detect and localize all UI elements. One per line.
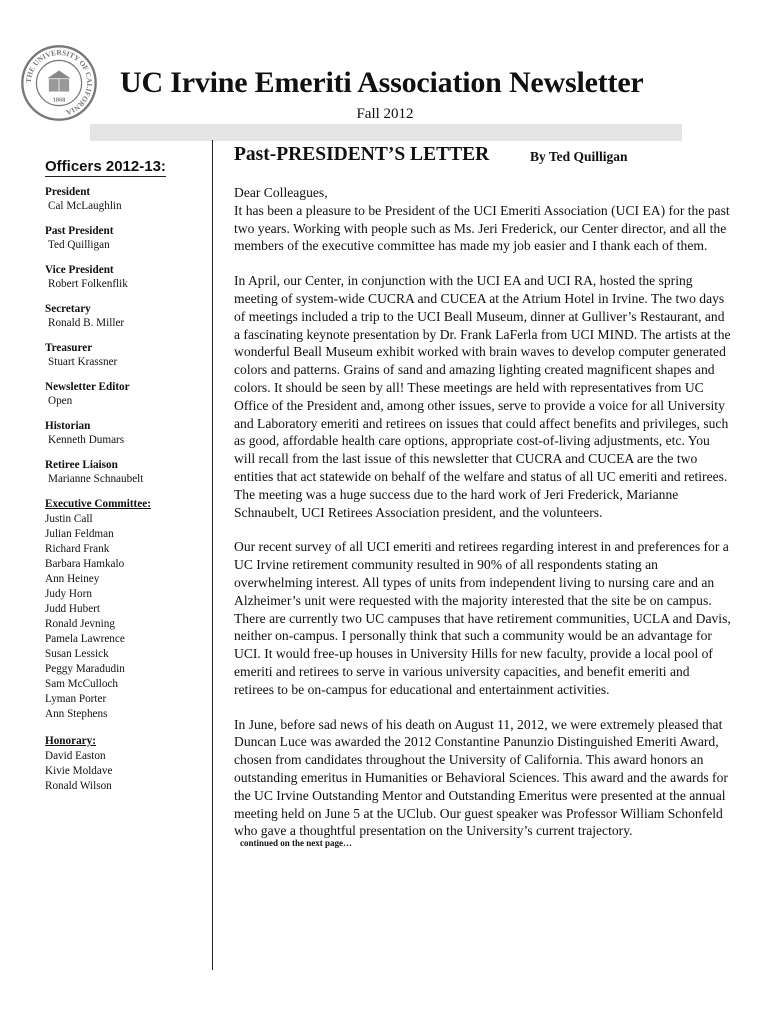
honorary-heading: Honorary: [45,735,96,747]
continued-note: continued on the next page… [240,838,353,849]
seal-ring-text: THE UNIVERSITY OF CALIFORNIA [23,47,95,118]
honorary-members [45,734,210,794]
letter-byline: By Ted Quilligan [530,149,628,164]
committee-member: Justin Call [45,513,93,525]
officer-name: Marianne Schnaubelt [48,473,144,485]
officer-role: Newsletter Editor [45,381,130,393]
officer-treasurer [45,341,210,369]
committee-member: Judd Hubert [45,603,100,615]
committee-member: Peggy Maradudin [45,663,125,675]
officer-name: Ted Quilligan [48,239,110,251]
seal-year: 1868 [52,96,66,104]
executive-committee [45,497,210,722]
officer-name: Stuart Krassner [48,356,118,368]
letter-salutation: Dear Colleagues, [234,185,328,200]
letter-paragraph: In April, our Center, in conjunction with the UCI EA and UCI RA, hosted the spring meeting of system-wide CUCRA and CUCEA at the Atrium Hotel in Irvine. The two days of meetings included a trip to the UCI Beall Museum, dinner at Gulliver’s Restaurant, and a fascinating keynote presentation by Dr. Frank LaFerla from UCI MIND. The artists at the wonderful Beall Museum exhibit worked with brain waves to develop computer generated colors and patterns. Grains of sand and amazing lighting created magnificent shapes and colors. It should be seen by all! These meetings are held with representatives from UC Office of the President and, among other issues, serve to provide a voice for all University and Laboratory emeriti and retirees on issues that could affect benefits and privileges, such as good, affordable health care options, appropriate cost-of-living adjustments, etc. You will recall from the last issue of this newsletter that CUCRA and CUCEA are the two entities that act statewide on behalf of the welfare and status of all UC emeriti and retirees. The meeting was a huge success due to the hard work of Jeri Frederick, Marianne Schnaubelt, UCI Retirees Association president, and the volunteers. [234,273,731,520]
officer-role: Secretary [45,303,91,315]
committee-member: Ann Heiney [45,573,100,585]
officer-newsletter-editor [45,380,210,408]
officer-retiree-liaison [45,458,210,486]
committee-member: Pamela Lawrence [45,633,125,645]
committee-member: Susan Lessick [45,648,109,660]
committee-member: Julian Feldman [45,528,114,540]
executive-committee-heading: Executive Committee: [45,498,151,510]
officer-role: Treasurer [45,342,93,354]
letter-paragraph: Our recent survey of all UCI emeriti and retirees regarding interest in and preferences for a UC Irvine retirement community resulted in 90% of all respondents stating an overwhelming interest. All types of units from independent living to nursing care and an Alzheimer’s unit were requested with the majority interested that the site be on campus. There are currently two UC campuses that have retirement communities, UCLA and Davis, neither on-campus. I personally think that such a community would be an advantage for UCI. It would free-up houses in University Hills for new faculty, provide a local pool of emeriti and retirees to serve in various university capacities, and benefit emeriti and retirees to be on-campus for educational and entertainment activities. [234,539,731,697]
officer-name: Cal McLaughlin [48,200,122,212]
committee-member: Ronald Jevning [45,618,115,630]
officer-role: Historian [45,420,91,432]
officer-president [45,185,210,213]
committee-member: Sam McCulloch [45,678,119,690]
issue-label: Fall 2012 [356,106,414,122]
header-band [90,124,682,141]
officer-name: Ronald B. Miller [48,317,125,329]
honorary-member: Kivie Moldave [45,765,113,777]
officer-vice-president [45,263,210,291]
officer-role: Vice President [45,264,114,276]
committee-member: Ann Stephens [45,708,108,720]
honorary-member: Ronald Wilson [45,780,112,792]
officer-role: President [45,186,91,198]
honorary-member: David Easton [45,750,106,762]
newsletter-title: UC Irvine Emeriti Association Newsletter [120,66,644,99]
officer-name: Kenneth Dumars [48,434,125,446]
committee-member: Judy Horn [45,588,92,600]
committee-member: Richard Frank [45,543,110,555]
committee-member: Barbara Hamkalo [45,558,125,570]
letter-header [234,144,732,172]
letter-title: Past-PRESIDENT’S LETTER [234,144,490,165]
officer-historian [45,419,210,447]
officer-role: Retiree Liaison [45,459,118,471]
officer-secretary [45,302,210,330]
column-divider [212,140,213,970]
letter-paragraph: In June, before sad news of his death on August 11, 2012, we were extremely pleased that Duncan Luce was awarded the 2012 Constantine Panunzio Distinguished Emeriti Award, chosen from candidates throughout the University of California. This award honors an outstanding emeritus in Humanities or Behavioral Sciences. This award and the awards for the UC Irvine Outstanding Mentor and Outstanding Emeritus were presented at the annual meeting held on June 5 at the UClub. Our guest speaker was Professor William Schonfeld who gave a thoughtful presentation on the University’s current trajectory. [234,716,728,839]
officer-name: Open [48,395,73,407]
committee-member: Lyman Porter [45,693,107,705]
past-president-letter [234,144,732,848]
officers-sidebar [45,158,210,794]
officers-heading: Officers 2012-13: [45,158,166,175]
officer-role: Past President [45,225,114,237]
letter-paragraph: It has been a pleasure to be President of the UCI Emeriti Association (UCI EA) for the past two years. Working with people such as Ms. Jeri Frederick, our Center director, and all the members of the executive committee has made my job easier and I thank each of them. [234,202,730,254]
officer-name: Robert Folkenflik [48,278,128,290]
officer-past-president [45,224,210,252]
